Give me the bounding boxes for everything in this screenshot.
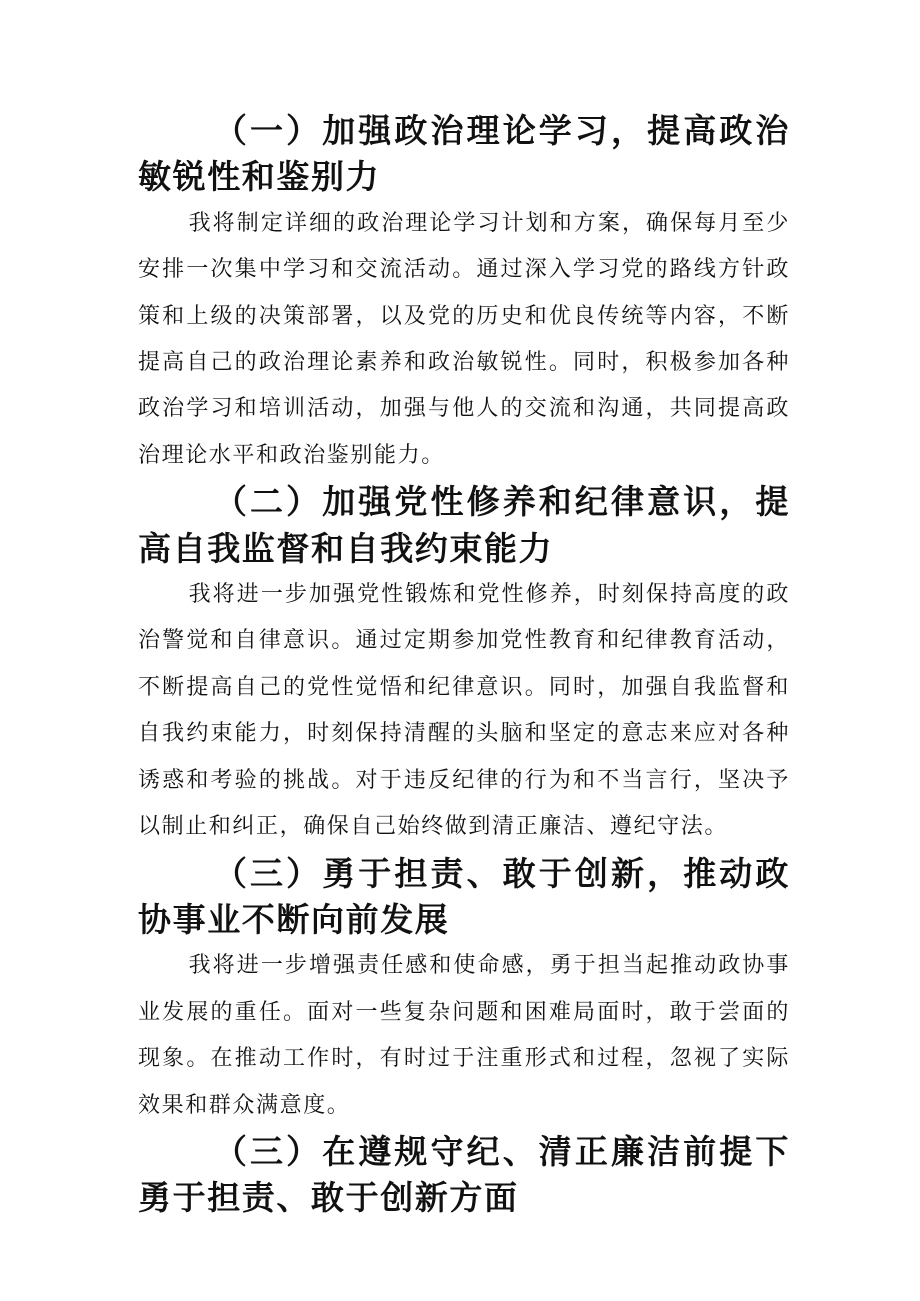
section-heading-4: （三）在遵规守纪、清正廉洁前提下勇于担责、敢于创新方面 (138, 1131, 790, 1218)
document-body (138, 108, 790, 1222)
section-heading-3: （三）勇于担责、敢于创新，推动政协事业不断向前发展 (138, 853, 790, 939)
section-paragraph-1: 我将制定详细的政治理论学习计划和方案，确保每月至少安排一次集中学习和交流活动。通过深入学习党的路线方针政策和上级的决策部署，以及党的历史和优良传统等内容，不断提高自己的政治理论素养和政治敏锐性。同时，积极参加各种政治学习和培训活动，加强与他人的交流和沟通，共同提高政治理论水平和政治鉴别能力。 (138, 210, 790, 468)
section-heading-2: （二）加强党性修养和纪律意识，提高自我监督和自我约束能力 (138, 482, 790, 568)
section-heading-1: （一）加强政治理论学习，提高政治敏锐性和鉴别力 (138, 111, 790, 197)
section-paragraph-2: 我将进一步加强党性锻炼和党性修养，时刻保持高度的政治警觉和自律意识。通过定期参加党性教育和纪律教育活动，不断提高自己的党性觉悟和纪律意识。同时，加强自我监督和自我约束能力，时刻保持清醒的头脑和坚定的意志来应对各种诱惑和考验的挑战。对于违反纪律的行为和不当言行，坚决予以制止和纠正，确保自己始终做到清正廉洁、遵纪守法。 (138, 582, 790, 840)
section-paragraph-3: 我将进一步增强责任感和使命感，勇于担当起推动政协事业发展的重任。面对一些复杂问题和困难局面时，敢于尝面的现象。在推动工作时，有时过于注重形式和过程，忽视了实际效果和群众满意度。 (138, 953, 790, 1118)
